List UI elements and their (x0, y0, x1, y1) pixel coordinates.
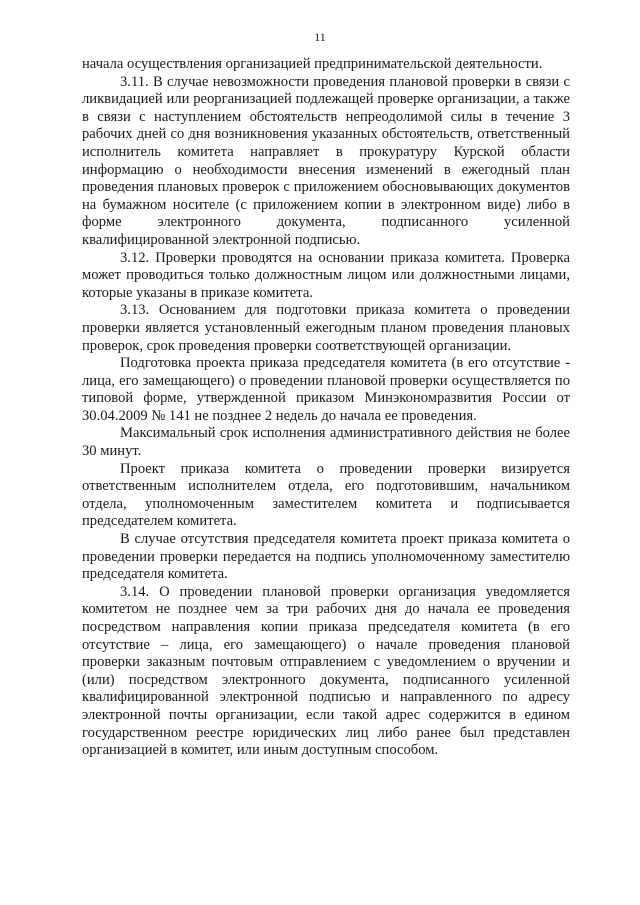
paragraph-order-preparation: Подготовка проекта приказа председателя комитета (в его отсутствие - лица, его замещающего) о проведении плановой проверки осуществляется по типовой форме, утвержденной приказом Минэкономразвития России от 30.04.2009 № 141 не позднее 2 недель до начала ее проведения. (82, 355, 570, 424)
paragraph-3-12: 3.12. Проверки проводятся на основании приказа комитета. Проверка может проводиться только должностным лицом или должностными лицами, которые указаны в приказе комитета. (82, 249, 570, 301)
paragraph-3-14: 3.14. О проведении плановой проверки организация уведомляется комитетом не позднее чем за три рабочих дня до начала ее проведения посредством направления копии приказа председателя комитета (в его отсутствие – лица, его замещающего) о начале проведения плановой проверки заказным почтовым отправлением с уведомлением о вручении и (или) посредством электронного документа, подписанного усиленной квалифицированной электронной подписью и направленного по адресу электронной почты организации, если такой адрес содержится в едином государственном реестре юридических лиц либо ранее был представлен организацией в комитет, или иным доступным способом. (82, 583, 570, 759)
page-number: 11 (314, 30, 326, 44)
paragraph-3-13: 3.13. Основанием для подготовки приказа комитета о проведении проверки является установленный ежегодным планом проведения плановых проверок, срок проведения проверки соответствующей организации. (82, 302, 570, 354)
paragraph-continuation: начала осуществления организацией предпринимательской деятельности. (82, 56, 543, 72)
paragraph-order-approval: Проект приказа комитета о проведении проверки визируется ответственным исполнителем отдела, его подготовившим, начальником отдела, уполномоченным заместителем комитета и подписывается председателем комитета. (82, 460, 570, 530)
document-body (82, 56, 570, 760)
paragraph-chair-absence: В случае отсутствия председателя комитета проект приказа комитета о проведении проверки передается на подпись уполномоченному заместителю председателя комитета. (82, 531, 570, 583)
paragraph-max-duration: Максимальный срок исполнения административного действия не более 30 минут. (82, 425, 570, 460)
paragraph-3-11: 3.11. В случае невозможности проведения плановой проверки в связи с ликвидацией или реорганизацией подлежащей проверке организации, а также в связи с наступлением обстоятельств непреодолимой силы в течение 3 рабочих дней со дня возникновения указанных обстоятельств, ответственный исполнитель комитета направляет в прокуратуру Курской области информацию о необходимости внесения изменений в ежегодный план проведения плановых проверок с приложением обосновывающих документов на бумажном носителе (с приложением копии в электронном виде) либо в форме электронного документа, подписанного усиленной квалифицированной электронной подписью. (82, 73, 570, 248)
